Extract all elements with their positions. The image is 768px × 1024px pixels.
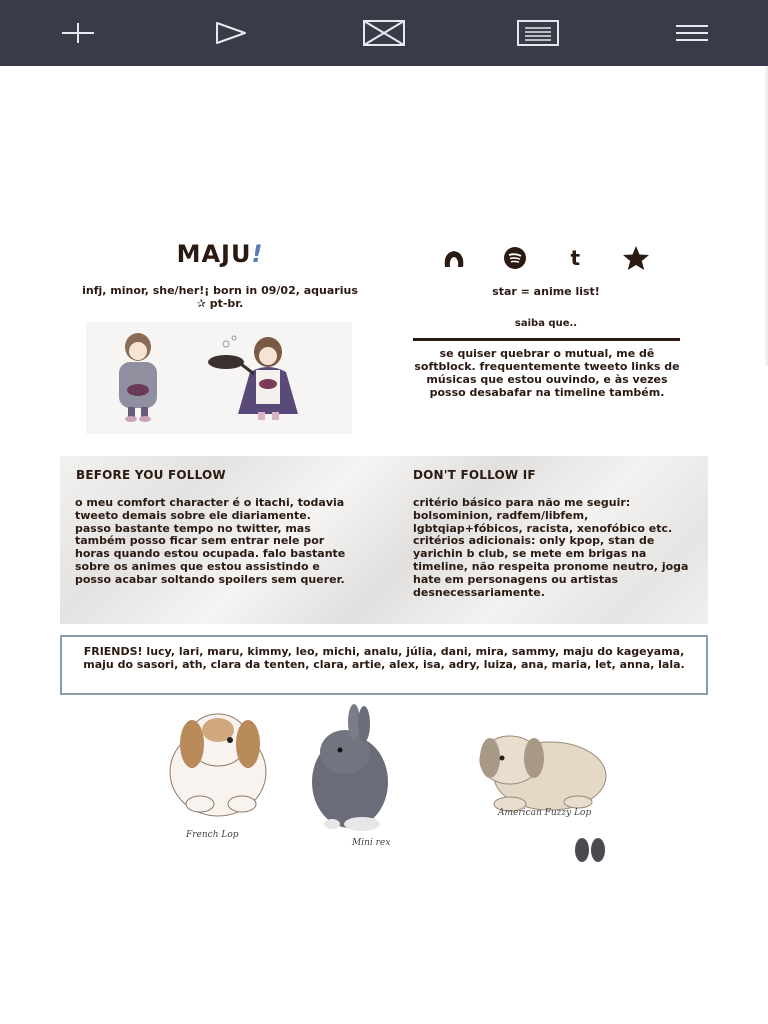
anime-list-link[interactable]	[622, 244, 650, 272]
send-button[interactable]	[208, 13, 254, 53]
plus-icon	[60, 21, 96, 45]
add-button[interactable]	[55, 13, 101, 53]
friends-names: lucy, lari, maru, kimmy, leo, michi, analu, júlia, dani, mira, sammy, maju do kageyama, maju do sasori, ath, clara da tenten, clara, artie, alex, isa, adry, luiza, ana, maria, let, anna, lala.	[83, 645, 685, 671]
before-heading: BEFORE YOU FOLLOW	[76, 468, 226, 482]
menu-button[interactable]	[669, 13, 715, 53]
play-icon	[213, 21, 249, 45]
title-accent: !	[251, 240, 264, 268]
profile-name: MAJU	[176, 240, 252, 268]
mini-rex-label: Mini rex	[352, 838, 391, 848]
spotify-link[interactable]	[501, 244, 529, 272]
top-toolbar	[0, 0, 768, 66]
bunnies-illustration	[150, 700, 630, 862]
profile-bio: infj, minor, she/her!¡ born in 09/02, aquarius ✰ pt-br.	[82, 284, 358, 310]
french-lop-label: French Lop	[186, 830, 239, 840]
posts-button[interactable]	[515, 13, 561, 53]
character-right-illustration	[208, 336, 298, 420]
envelope-icon	[362, 19, 406, 47]
dont-text: critério básico para não me seguir: bolsominion, radfem/libfem, lgbtqiap+fóbicos, racista, xenofóbico etc. critérios adicionais: only kpop, stan de yarichin b club, se mete em brigas na timeline, não respeita pronome neutro, joga hate em personagens ou artistas desnecessariamente.	[413, 496, 689, 599]
social-links	[440, 244, 650, 272]
saiba-divider	[413, 338, 680, 341]
friends-label: FRIENDS!	[83, 645, 143, 658]
american-fuzzy-lop-label: American Fuzzy Lop	[498, 808, 592, 818]
mini-rex-bunny-illustration	[312, 704, 388, 831]
saiba-text: se quiser quebrar o mutual, me dê softblock. frequentemente tweeto links de músicas que estou ouvindo, e às vezes posso desabafar na timeline também.	[414, 347, 680, 399]
tumblr-icon: t	[570, 246, 581, 270]
star-icon	[622, 245, 650, 271]
hamburger-icon	[674, 21, 710, 45]
spotify-icon	[503, 246, 527, 270]
friends-box	[60, 635, 708, 695]
before-text: o meu comfort character é o itachi, todavia tweeto demais sobre ele diariamente. passo bastante tempo no twitter, mas também posso ficar sem entrar nele por horas quando estou ocupada. falo bastante sobre os animes que estou assistindo e posso acabar soltando spoilers sem querer.	[75, 496, 346, 586]
messages-button[interactable]	[361, 13, 407, 53]
profile-title	[120, 240, 320, 268]
character-illustration	[86, 322, 352, 434]
dont-heading: DON'T FOLLOW IF	[413, 468, 536, 482]
tumblr-link[interactable]	[561, 244, 589, 272]
star-note: star = anime list!	[492, 285, 600, 298]
page-edge-shadow	[764, 66, 768, 366]
curiouscat-icon	[441, 247, 467, 269]
saiba-heading: saiba que..	[514, 318, 578, 329]
character-left-illustration	[119, 333, 157, 422]
document-icon	[516, 19, 560, 47]
american-fuzzy-lop-bunny-illustration	[480, 736, 606, 862]
curiouscat-link[interactable]	[440, 244, 468, 272]
french-lop-bunny-illustration	[170, 714, 266, 816]
